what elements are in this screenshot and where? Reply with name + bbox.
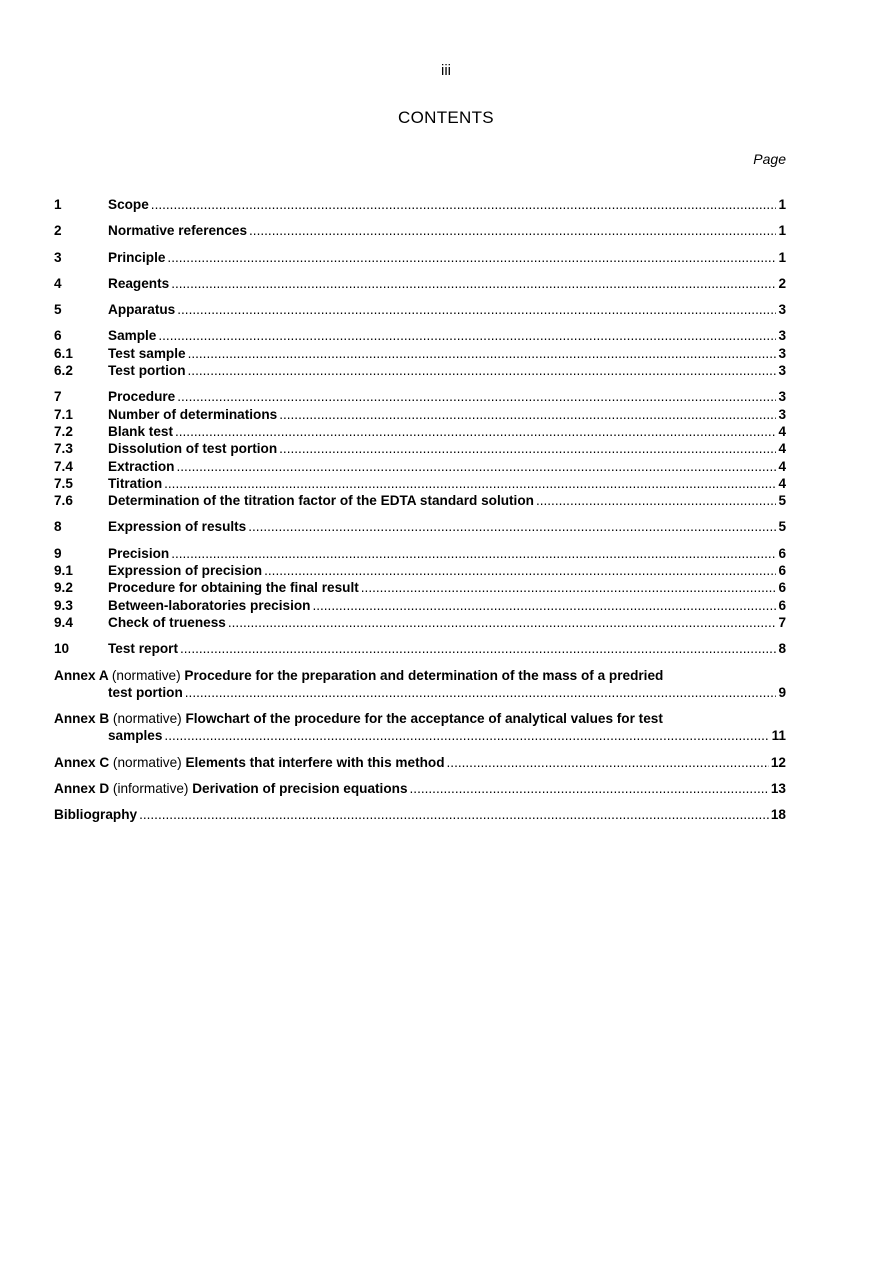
- toc-entry-title: Expression of results: [108, 519, 247, 535]
- toc-entry-number: 9.1: [54, 563, 73, 579]
- toc-group: [54, 275, 786, 292]
- toc-entry[interactable]: [54, 518, 786, 535]
- annex-page: 11: [771, 728, 786, 744]
- toc-entry-page: 8: [778, 641, 786, 657]
- toc-entry-number: 8: [54, 519, 62, 535]
- annex-title-continuation: [54, 727, 786, 744]
- toc-entry[interactable]: [54, 222, 786, 239]
- dot-leader: [361, 579, 777, 596]
- toc-entry[interactable]: [54, 562, 786, 579]
- toc-entry[interactable]: [54, 388, 786, 405]
- toc-entry-number: 7: [54, 389, 62, 405]
- annex-label: Annex D: [54, 781, 113, 797]
- toc-group: [54, 222, 786, 239]
- toc-entry-title: Procedure: [108, 389, 176, 405]
- toc-entry[interactable]: [54, 492, 786, 509]
- toc-entry-number: 2: [54, 223, 62, 239]
- dot-leader: [151, 196, 777, 213]
- annex-title-continuation: [54, 684, 786, 701]
- toc-entry[interactable]: [54, 579, 786, 596]
- dot-leader: [447, 754, 769, 771]
- annex-title-line: [54, 780, 786, 797]
- toc-entry-title: Precision: [108, 545, 170, 561]
- annex-page: 12: [770, 754, 786, 770]
- toc-entry-title: Reagents: [108, 275, 170, 291]
- toc-group: [54, 388, 786, 509]
- dot-leader: [185, 684, 777, 701]
- dot-leader: [188, 345, 777, 362]
- toc-entry-page: 5: [778, 493, 786, 509]
- toc-entry-page: 6: [778, 580, 786, 596]
- toc-entry-title: Determination of the titration factor of the EDTA standard solution: [108, 493, 534, 509]
- dot-leader: [536, 492, 776, 509]
- toc-entry-number: 6: [54, 328, 62, 344]
- annex-title-cont: samples: [108, 728, 163, 744]
- annex-type: (normative): [111, 667, 185, 683]
- bibliography-entry[interactable]: [54, 806, 786, 823]
- toc-entry-title: Sample: [108, 328, 157, 344]
- annex-label: Annex A: [54, 667, 112, 683]
- toc-group: [54, 327, 786, 379]
- dot-leader: [139, 806, 769, 823]
- toc-entry-title: Dissolution of test portion: [108, 441, 278, 457]
- toc-entry-page: 4: [778, 475, 786, 491]
- toc-entry-page: 1: [778, 249, 786, 265]
- toc-entry[interactable]: [54, 196, 786, 213]
- dot-leader: [188, 362, 777, 379]
- annex-title: Derivation of precision equations: [192, 781, 408, 797]
- toc-entry-title: Apparatus: [108, 302, 176, 318]
- toc-entry-title: Expression of precision: [108, 563, 263, 579]
- toc-entry-number: 9.3: [54, 597, 73, 613]
- toc-entry[interactable]: [54, 406, 786, 423]
- toc-entry-page: 1: [778, 197, 786, 212]
- toc-entry-number: 7.3: [54, 441, 73, 457]
- toc-entry-number: 4: [54, 275, 62, 291]
- annex-title-line: [54, 754, 786, 771]
- annex-title-cont: test portion: [108, 684, 183, 700]
- toc-entry-number: 7.2: [54, 423, 73, 439]
- toc-entry-page: 1: [778, 223, 786, 239]
- annex-title-line: [54, 710, 786, 727]
- dot-leader: [167, 249, 776, 266]
- annex-title: Flowchart of the procedure for the acceptance of analytical values for test: [185, 711, 663, 727]
- annex-title-line: [54, 667, 786, 684]
- toc-entry-page: 5: [778, 519, 786, 535]
- toc-entry-page: 3: [778, 389, 786, 405]
- toc-entry[interactable]: [54, 640, 786, 657]
- dot-leader: [164, 475, 776, 492]
- dot-leader: [180, 640, 776, 657]
- toc-group: [54, 249, 786, 266]
- toc-entry-number: 6.1: [54, 345, 73, 361]
- toc-entry-page: 4: [778, 458, 786, 474]
- toc-entry-title: Normative references: [108, 223, 248, 239]
- toc-entry-title: Between-laboratories precision: [108, 597, 311, 613]
- dot-leader: [410, 780, 769, 797]
- dot-leader: [177, 301, 776, 318]
- toc-entry[interactable]: [54, 327, 786, 344]
- annex-page: 13: [770, 781, 786, 797]
- annex-label: Annex B: [54, 711, 113, 727]
- toc-entry-number: 9.4: [54, 614, 73, 630]
- toc-entry[interactable]: [54, 423, 786, 440]
- toc-entry-number: 7.6: [54, 493, 73, 509]
- toc-entry-title: Extraction: [108, 458, 175, 474]
- toc-entry-page: 6: [778, 597, 786, 613]
- toc-entry-page: 6: [778, 545, 786, 561]
- toc-entry-page: 3: [778, 345, 786, 361]
- toc-entry-title: Test sample: [108, 345, 186, 361]
- annex-label: Annex C: [54, 754, 113, 770]
- bibliography-title: Bibliography: [54, 807, 138, 823]
- toc-entry-number: 7.1: [54, 406, 73, 422]
- toc-entry-title: Test portion: [108, 363, 186, 379]
- dot-leader: [171, 275, 776, 292]
- page-column-heading: Page: [753, 151, 786, 167]
- toc-group: [54, 640, 786, 657]
- annex-entry[interactable]: [54, 780, 786, 797]
- table-of-contents: [54, 196, 786, 824]
- toc-entry[interactable]: [54, 249, 786, 266]
- annex-heading: [54, 780, 408, 797]
- dot-leader: [279, 440, 776, 457]
- annex-entry[interactable]: [54, 754, 786, 771]
- toc-entry[interactable]: [54, 362, 786, 379]
- toc-entry-page: 3: [778, 363, 786, 379]
- toc-entry-page: 3: [778, 406, 786, 422]
- toc-entry[interactable]: [54, 545, 786, 562]
- dot-leader: [164, 727, 769, 744]
- toc-entry[interactable]: [54, 614, 786, 631]
- toc-entry-number: 9: [54, 545, 62, 561]
- dot-leader: [279, 406, 776, 423]
- toc-entry-title: Test report: [108, 641, 178, 657]
- annex-type: (normative): [112, 711, 186, 727]
- toc-entry-title: Check of trueness: [108, 614, 226, 630]
- annex-entry[interactable]: [54, 667, 786, 702]
- toc-entry-number: 7.4: [54, 458, 73, 474]
- toc-entry-page: 3: [778, 302, 786, 318]
- toc-entry-title: Number of determinations: [108, 406, 278, 422]
- dot-leader: [249, 222, 776, 239]
- annex-type: (normative): [112, 754, 186, 770]
- toc-group: [54, 518, 786, 535]
- toc-entry-title: Blank test: [108, 423, 173, 439]
- toc-entry-number: 5: [54, 302, 62, 318]
- toc-entry-page: 3: [778, 328, 786, 344]
- annex-type: (informative): [112, 781, 193, 797]
- toc-entry-title: Principle: [108, 249, 166, 265]
- toc-entry[interactable]: [54, 275, 786, 292]
- toc-entry[interactable]: [54, 458, 786, 475]
- toc-entry[interactable]: [54, 345, 786, 362]
- toc-group: [54, 545, 786, 631]
- toc-entry-number: 9.2: [54, 580, 73, 596]
- toc-entry-number: 10: [54, 641, 70, 657]
- toc-entry-number: 3: [54, 249, 62, 265]
- toc-entry-number: 1: [54, 197, 62, 212]
- toc-entry-page: 4: [778, 441, 786, 457]
- dot-leader: [175, 423, 776, 440]
- dot-leader: [158, 327, 776, 344]
- dot-leader: [264, 562, 776, 579]
- toc-entry-page: 4: [778, 423, 786, 439]
- dot-leader: [312, 597, 776, 614]
- toc-entry-title: Scope: [108, 197, 149, 212]
- toc-entry-page: 2: [778, 275, 786, 291]
- bibliography-page: 18: [770, 807, 786, 823]
- toc-group: [54, 301, 786, 318]
- dot-leader: [176, 458, 776, 475]
- annex-page: 9: [778, 684, 786, 700]
- toc-group: [54, 196, 786, 213]
- toc-entry[interactable]: [54, 475, 786, 492]
- toc-entry-number: 6.2: [54, 363, 73, 379]
- annex-heading: [54, 754, 445, 771]
- dot-leader: [171, 545, 776, 562]
- toc-entry[interactable]: [54, 301, 786, 318]
- contents-title: CONTENTS: [398, 108, 494, 127]
- toc-entry-title: Procedure for obtaining the final result: [108, 580, 359, 596]
- page-number: iii: [441, 62, 451, 79]
- annex-title: Elements that interfere with this method: [185, 754, 445, 770]
- toc-entry-number: 7.5: [54, 475, 73, 491]
- dot-leader: [177, 388, 776, 405]
- toc-entry-page: 6: [778, 563, 786, 579]
- dot-leader: [228, 614, 777, 631]
- dot-leader: [248, 518, 776, 535]
- toc-entry[interactable]: [54, 597, 786, 614]
- annex-title: Procedure for the preparation and determination of the mass of a predried: [184, 667, 664, 683]
- toc-entry-page: 7: [778, 614, 786, 630]
- annex-entry[interactable]: [54, 710, 786, 745]
- toc-entry-title: Titration: [108, 475, 163, 491]
- toc-entry[interactable]: [54, 440, 786, 457]
